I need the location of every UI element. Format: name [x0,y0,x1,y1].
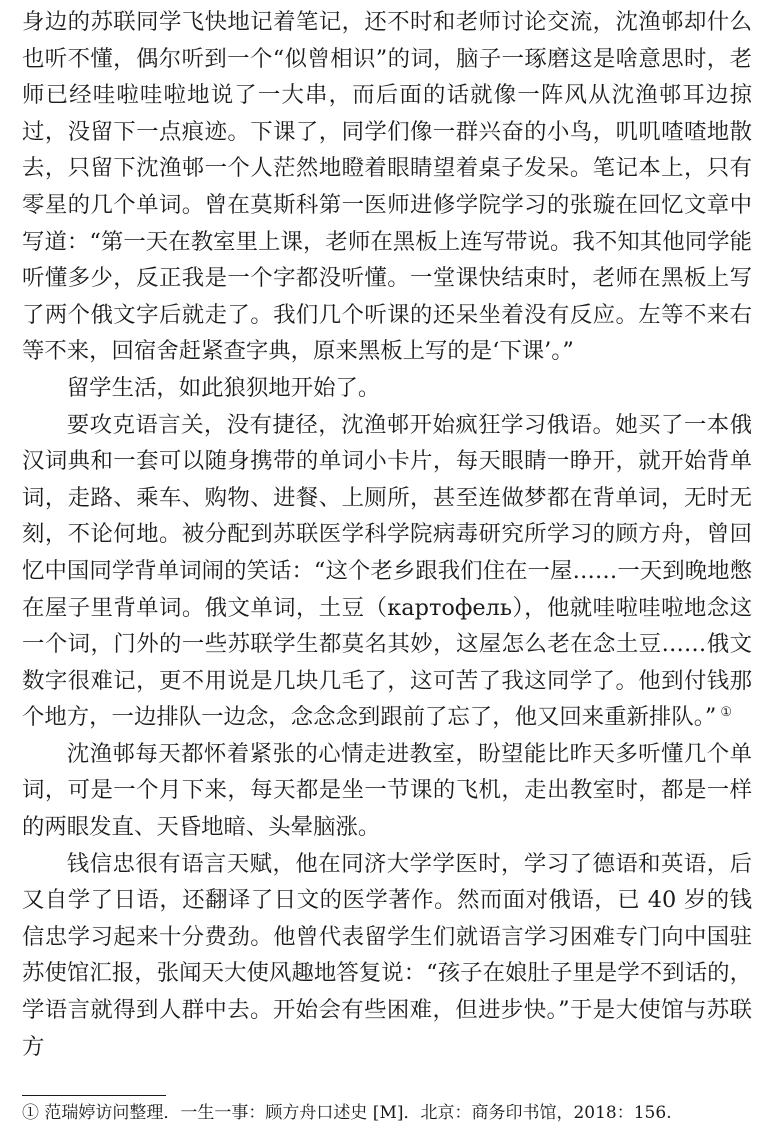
paragraph-3-text: 要攻克语言关，没有捷径，沈渔邨开始疯狂学习俄语。她买了一本俄汉词典和一套可以随身携带的单词小卡片，每天眼睛一睁开，就开始背单词，走路、乘车、购物、进餐、上厕所，甚至连做梦都在背单词，无时无刻，不论何地。被分配到苏联医学科学院病毒研究所学习的顾方舟，曾回忆中国同学背单词闹的笑话：“这个老乡跟我们住在一屋……一天到晚地憋在屋子里背单词。俄文单词，土豆（картофель），他就哇啦哇啦地念这一个词，门外的一些苏联学生都莫名其妙，这屋怎么老在念土豆……俄文数字很难记，更不用说是几块几毛了，这可苦了我这同学了。他到付钱那个地方，一边排队一边念，念念念到跟前了忘了，他又回来重新排队。” [22,411,752,731]
footnote-divider [22,1095,166,1096]
footnote [22,1101,752,1125]
footnote-reference: ① [720,704,733,720]
footnote-text: 范瑞婷访问整理．一生一事：顾方舟口述史 [M]．北京：商务印书馆，2018：156. [44,1103,672,1123]
paragraph-2: 留学生活，如此狼狈地开始了。 [66,374,381,401]
page-body [22,4,752,1065]
paragraph-5: 钱信忠很有语言天赋，他在同济大学学医时，学习了德语和英语，后又自学了日语，还翻译了日文的医学著作。然而面对俄语，已 40 岁的钱信忠学习起来十分费劲。他曾代表留学生们就语言学习困难专门向中国驻苏使馆汇报，张闻天大使风趣地答复说：“孩子在娘肚子里是学不到话的，学语言就得到人群中去。开始会有些困难，但进步快。”于是大使馆与苏联方 [22,850,752,1060]
paragraph-3 [22,407,752,736]
footnote-mark: ① [22,1103,39,1123]
paragraph-4: 沈渔邨每天都怀着紧张的心情走进教室，盼望能比昨天多听懂几个单词，可是一个月下来，每天都是坐一节课的飞机，走出教室时，都是一样的两眼发直、天昏地暗、头晕脑涨。 [22,740,752,841]
paragraph-1: 身边的苏联同学飞快地记着笔记，还不时和老师讨论交流，沈渔邨却什么也听不懂，偶尔听到一个“似曾相识”的词，脑子一琢磨这是啥意思时，老师已经哇啦哇啦地说了一大串，而后面的话就像一阵风从沈渔邨耳边掠过，没留下一点痕迹。下课了，同学们像一群兴奋的小鸟，叽叽喳喳地散去，只留下沈渔邨一个人茫然地瞪着眼睛望着桌子发呆。笔记本上，只有零星的几个单词。曾在莫斯科第一医师进修学院学习的张璇在回忆文章中写道：“第一天在教室里上课，老师在黑板上连写带说。我不知其他同学能听懂多少，反正我是一个字都没听懂。一堂课快结束时，老师在黑板上写了两个俄文字后就走了。我们几个听课的还呆坐着没有反应。左等不来右等不来，回宿舍赶紧查字典，原来黑板上写的是‘下课’。” [22,9,752,365]
